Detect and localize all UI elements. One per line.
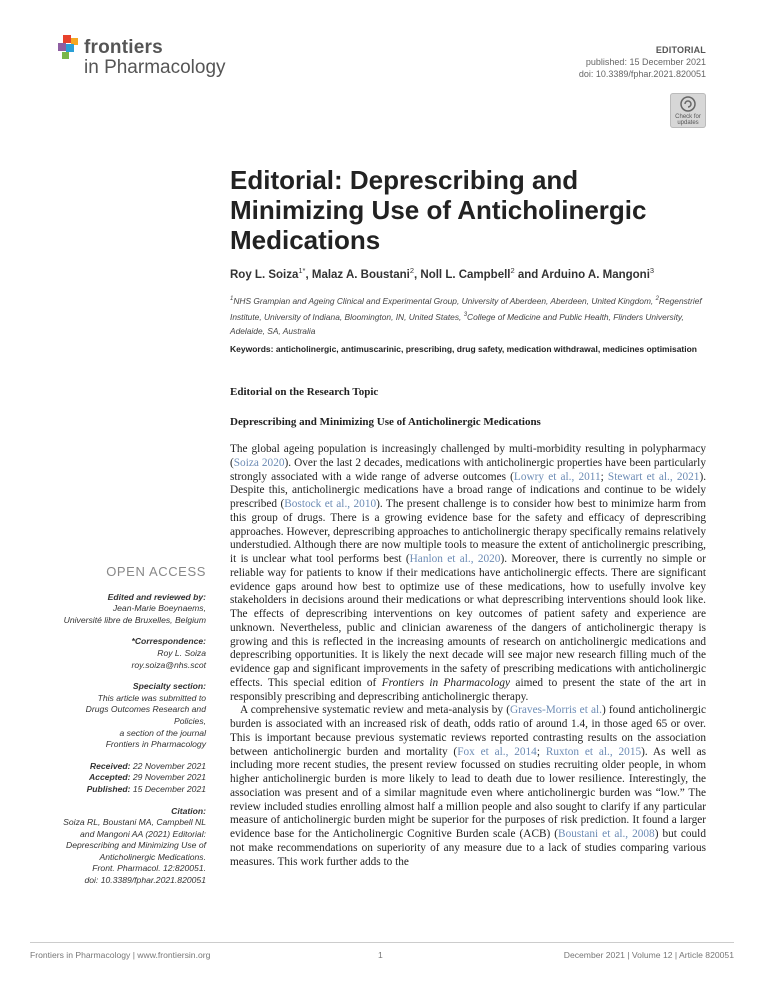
author-name[interactable]: Malaz A. Boustani [311, 268, 410, 281]
body-text-run: aimed to present the state of the art in responsibly prescribing and deprescribing anticholinergic therapy. [230, 676, 706, 703]
italic-text: Frontiers in Pharmacology [381, 676, 511, 689]
topic-heading: Editorial on the Research Topic [230, 386, 379, 398]
body-text-run: ) found anticholinergic burden is associated with an increased risk of death, odds ratio of around 1.4, in those aged 65 or over. This is important because previous systematic reviews reported contrasting results on the association between anticholinergic burden and mortality ( [230, 704, 706, 758]
author-sup: 2 [510, 266, 515, 275]
body-text-run: ). Over the last 2 decades, medications with anticholinergic properties have been particularly strongly associated with a wide range of adverse outcomes ( [230, 456, 706, 483]
citation-link[interactable]: Hanlon et al., 2020 [409, 553, 501, 565]
body-text-run: ). As well as including more recent studies, the present review focussed on studies recruiting older people, in whom higher anticholinergic burden is more likely to lead to death due to lower resilience. Interestingly, the association was present and of a similar magnitude even where anticholinergic burden was “low.” The review included studies enrolling almost half a million people and also sought to clarify if any particular measure of anticholinergic burden might be superior for the purposes of risk prediction. It found a larger evidence base for the Anticholinergic Cognitive Burden scale (ACB) ( [230, 745, 706, 840]
correspondence-section [40, 636, 206, 671]
citation-line: and Mangoni AA (2021) Editorial: [80, 828, 206, 839]
check-for-updates-badge[interactable] [670, 93, 706, 128]
article-title: Editorial: Deprescribing and Minimizing Use of Anticholinergic Medications [230, 165, 647, 255]
body-text-run: ). Moreover, there is currently no simple or reliable way for patients to know if their medications have anticholinergic effects. There are significant evidence gaps around how best to optimize use of these medications, how to usefully involve key stakeholders in decisions around their medications or what deprescribing interventions should look like. The effects of deprescribing interventions on key outcomes of patient safety and experience are unknown. Nevertheless, public and clinician awareness of the dangers of anticholinergic therapy is growing and this is reflected in the increasing amounts of research on anticholinergic medications and deprescribing opportunities. It is likely the next decade will see major new research filling much of the evidence gap and significant improvements in the safety of prescribing medications with anticholinergic effects. This special edition of [230, 553, 706, 689]
received-label: Received: [89, 760, 131, 771]
citation-line: Soiza RL, Boustani MA, Campbell NL [63, 817, 206, 828]
editor-name: Jean-Marie Boeynaems, [112, 603, 206, 614]
journal-name: frontiers [84, 37, 163, 58]
check-line1: Check for [675, 114, 701, 120]
footer-divider [30, 942, 734, 943]
citation-link[interactable]: Bostock et al., 2010 [284, 498, 377, 510]
check-for-updates-icon [680, 96, 696, 112]
specialty-line: Policies, [174, 715, 206, 726]
accepted-label: Accepted: [88, 772, 131, 783]
specialty-line: This article was submitted to [97, 692, 206, 703]
published-date: published: 15 December 2021 [585, 57, 706, 67]
citation-link[interactable]: Soiza 2020 [233, 456, 285, 469]
correspondence-name: Roy L. Soiza [157, 647, 206, 658]
affiliations [230, 292, 706, 338]
correspondence-email[interactable]: roy.soiza@nhs.scot [131, 659, 206, 670]
journal-subname: in Pharmacology [84, 57, 226, 78]
body-text-run: The global ageing population is increasingly challenged by multi-morbidity resulting in polypharmacy ( [230, 443, 706, 469]
citation-link[interactable]: Lowry et al., 2011 [513, 470, 601, 483]
footer-journal[interactable]: Frontiers in Pharmacology | www.frontiersin.org [30, 950, 211, 960]
author-name[interactable]: Noll L. Campbell [420, 268, 511, 281]
author-separator: and [514, 268, 542, 281]
check-line2: updates [677, 120, 699, 126]
published-date-side: 15 December 2021 [132, 783, 206, 794]
specialty-label: Specialty section: [132, 681, 206, 692]
keywords [230, 344, 710, 354]
keywords-text: anticholinergic, antimuscarinic, prescribing, drug safety, medication withdrawal, medicines optimisation [275, 344, 698, 354]
author-name[interactable]: Arduino A. Mangoni [541, 268, 650, 281]
specialty-line: Drugs Outcomes Research and [85, 704, 206, 715]
author-sup: 3 [649, 266, 655, 275]
affiliation-sup: 3 [463, 311, 468, 318]
body-text-run: A comprehensive systematic review and meta-analysis by ( [240, 704, 510, 717]
citation-link[interactable]: Graves-Morris et al. [510, 704, 602, 717]
body-text-run: ; [536, 745, 546, 758]
specialty-section [40, 681, 206, 751]
article-type: EDITORIAL [655, 45, 706, 55]
received-date: 22 November 2021 [132, 760, 206, 771]
page-number: 1 [378, 950, 383, 960]
accepted-date: 29 November 2021 [132, 772, 206, 783]
author-separator: , [305, 268, 312, 281]
body-text-run: ). Despite this, anticholinergic medications have a broad range of indications and continue to be widely prescribed ( [230, 470, 707, 510]
citation-line: Front. Pharmacol. 12:820051. [92, 863, 206, 874]
author-name[interactable]: Roy L. Soiza [230, 268, 299, 281]
citation-line: Anticholinergic Medications. [99, 851, 206, 862]
editor-section [40, 592, 206, 627]
citation-link[interactable]: Boustani et al., 2008 [558, 828, 655, 840]
citation-link[interactable]: Stewart et al., 2021 [607, 470, 700, 483]
topic-title[interactable]: Deprescribing and Minimizing Use of Anticholinergic Medications [230, 416, 541, 428]
citation-line: doi: 10.3389/fphar.2021.820051 [84, 875, 206, 886]
affiliation-text: NHS Grampian and Ageing Clinical and Experimental Group, University of Aberdeen, Aberdeen, United Kingdom, [233, 295, 656, 306]
article-body [230, 443, 706, 869]
specialty-line: Frontiers in Pharmacology [105, 739, 206, 750]
body-text-run: ). The present challenge is to consider how best to minimize harm from this group of drugs. There is a growing evidence base for the safety and efficacy of deprescribing approaches. However, deprescribing approaches to anticholinergic therapy specifically remains relatively understudied. Although there are now multiple tools to measure the extent of anticholinergic prescribing, it is unclear what tool performs best ( [230, 498, 706, 565]
doi[interactable]: doi: 10.3389/fphar.2021.820051 [578, 69, 706, 79]
keywords-label: Keywords: [230, 344, 274, 354]
correspondence-label: *Correspondence: [131, 636, 206, 647]
citation-link[interactable]: Fox et al., 2014 [457, 745, 537, 758]
dates-section [40, 761, 206, 796]
edited-label: Edited and reviewed by: [107, 591, 206, 602]
affiliation-text: Regenstrief Institute, University of Indiana, Bloomington, IN, United States, [230, 295, 702, 322]
citation-line: Deprescribing and Minimizing Use of [66, 840, 206, 851]
author-sup: 1* [298, 266, 306, 275]
affiliation-text: College of Medicine and Public Health, Flinders University, Adelaide, SA, Australia [230, 311, 684, 336]
author-separator: , [414, 268, 421, 281]
body-text-run: ) but could not make recommendations on superiority of any measure due to a lack of studies comparing various measures. This work further adds to the [230, 828, 706, 868]
body-paragraph [230, 704, 706, 869]
author-list [230, 266, 710, 281]
footer-issue: December 2021 | Volume 12 | Article 820051 [563, 950, 734, 960]
citation-link[interactable]: Ruxton et al., 2015 [545, 745, 642, 758]
affiliation-sup: 1 [230, 296, 234, 302]
article-sidebar [40, 566, 206, 897]
specialty-line: a section of the journal [119, 727, 206, 738]
article-header-meta [579, 44, 706, 80]
author-sup: 2 [409, 266, 415, 275]
published-label: Published: [86, 783, 131, 794]
citation-label: Citation: [171, 805, 206, 816]
citation-section [40, 806, 206, 887]
open-access-label: OPEN ACCESS [106, 564, 206, 579]
editor-affiliation: Université libre de Bruxelles, Belgium [63, 614, 206, 625]
body-text-run: ; [600, 470, 608, 483]
body-paragraph [230, 443, 706, 704]
affiliation-sup: 2 [655, 296, 659, 302]
frontiers-logo-icon [58, 35, 82, 61]
